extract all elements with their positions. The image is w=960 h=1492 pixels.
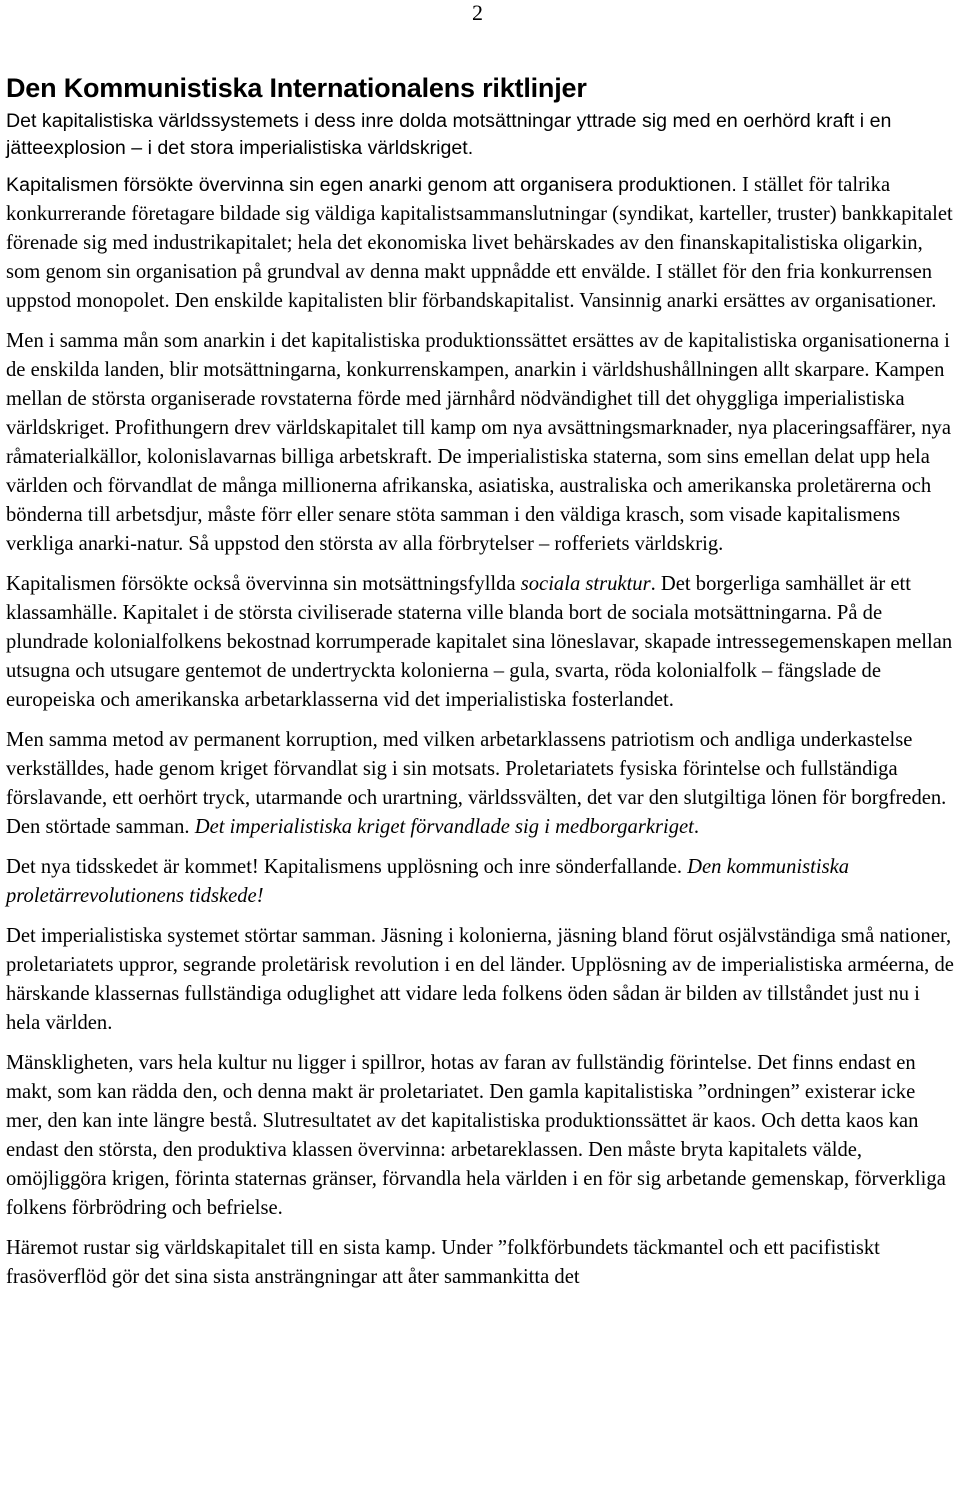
paragraph-1	[6, 171, 954, 316]
paragraph-3-part-b: . Det borgerliga samhället är ett klassamhälle. Kapitalet i de största civiliserade staterna ville blanda bort de sociala motsättningarna. På de plundrade kolonialfolkens bekostnad korrumperade kapitalet sina löneslavar, skapade intressegemenskapen mellan utsugna och utsugare gentemot de undertryckta kolonierna – gula, svarta, röda kolonialfolk – fängslade de europeiska och amerikanska arbetarklasserna vid det imperialistiska fosterlandet.	[6, 573, 953, 712]
intro-paragraph: Det kapitalistiska världssystemets i dess inre dolda motsättningar yttrade sig med en oerhörd kraft i en jätteexplosion – i det stora imperialistiska världskriget.	[6, 110, 892, 159]
document-body	[6, 68, 954, 1303]
paragraph-3	[6, 570, 954, 715]
paragraph-4-part-a: Men samma metod av permanent korruption, med vilken arbetarklassens patriotism och andliga underkastelse verkställdes, hade genom kriget förvandlat sig i sin motsats. Proletariatets fysiska förintelse och fullständiga förslavande, ett oerhört tryck, utarmande och urartning, världssvälten, det var den slutgiltiga lönen för borgfreden. Den störtade samman.	[6, 729, 947, 839]
paragraph-1-body: I stället för talrika konkurrerande företagare bildade sig väldiga kapitalistsammanslutningar (syndikat, karteller, truster) bankkapitalet förenade sig med industrikapitalet; hela det ekonomiska livet behärskades av den finanskapitalistiska oligarkin, som genom sin organisation på grundval av denna makt uppnådde ett envälde. I stället för den fria konkurrensen uppstod monopolet. Den enskilde kapitalisten blir förbandskapitalist. Vansinnig anarki ersättes av organisationer.	[6, 174, 953, 313]
page-title: Den Kommunistiska Internationalens riktlinjer	[6, 73, 587, 103]
paragraph-7: Mänskligheten, vars hela kultur nu ligger i spillror, hotas av faran av fullständig förintelse. Det finns endast en makt, som kan rädda den, och denna makt är proletariatet. Den gamla kapitalistiska ”ordningen” existerar icke mer, den kan inte längre bestå. Slutresultatet av det kapitalistiska produktionssättet är kaos. Och detta kaos kan endast den största, den produktiva klassen övervinna: arbetareklassen. Den måste bryta kapitalets välde, omöjliggöra krigen, förinta staternas gränser, förvandla hela världen i en för sig arbetande gemenskap, förverkliga folkens förbrödring och befrielse.	[6, 1052, 946, 1220]
paragraph-6: Det imperialistiska systemet störtar samman. Jäsning i kolonierna, jäsning bland förut osjälvständiga små nationer, proletariatets uppror, segrande proletärisk revolution i en del länder. Upplösning av de imperialistiska arméerna, de härskande klassernas fullständiga oduglighet att vidare leda folkens öden sådan är bilden av tillståndet just nu i hela världen.	[6, 925, 954, 1035]
paragraph-4-emphasis: Det imperialistiska kriget förvandlade sig i medborgarkriget	[194, 816, 694, 839]
paragraph-5-part-a: Det nya tidsskedet är kommet! Kapitalismens upplösning och inre sönderfallande.	[6, 856, 688, 879]
paragraph-1-lead: Kapitalismen försökte övervinna sin egen anarki genom att organisera produktionen.	[6, 174, 737, 197]
paragraph-2: Men i samma mån som anarkin i det kapitalistiska produktionssättet ersättes av de kapitalistiska organisationerna i de enskilda landen, blir motsättningarna, konkurrenskampen, anarkin i världshushållningen allt skarpare. Kampen mellan de största organiserade rovstaterna förde med järnhård nödvändighet till det ohyggliga imperialistiska världskriget. Profithungern drev världskapitalet till kamp om nya avsättningsmarknader, nya placeringsaffärer, nya råmaterialkällor, kolonislavarnas billiga arbetskraft. De imperialistiska staterna, som sins emellan delat upp hela världen och förvandlat de många millionerna afrikanska, asiatiska, australiska och amerikanska proletärerna och bönderna till arbetsdjur, måste förr eller senare stöta samman i den väldiga krasch, som visade kapitalismens verkliga anarki-natur. Så uppstod den största av alla förbrytelser – rofferiets världskrig.	[6, 330, 951, 556]
paragraph-4-part-b: .	[693, 816, 700, 839]
paragraph-3-emphasis: sociala struktur	[520, 573, 651, 596]
paragraph-5	[6, 853, 954, 911]
paragraph-5-emphasis: Den kommunistiska proletärrevolutionens tidskede!	[6, 856, 850, 908]
page-number: 2	[472, 0, 483, 25]
paragraph-8: Häremot rustar sig världskapitalet till en sista kamp. Under ”folkförbundets täckmantel och ett pacifistiskt frasöverflöd gör det sina sista ansträngningar att åter sammankitta det	[6, 1237, 880, 1289]
paragraph-3-part-a: Kapitalismen försökte också övervinna sin motsättningsfyllda	[6, 573, 521, 596]
paragraph-4	[6, 726, 954, 842]
